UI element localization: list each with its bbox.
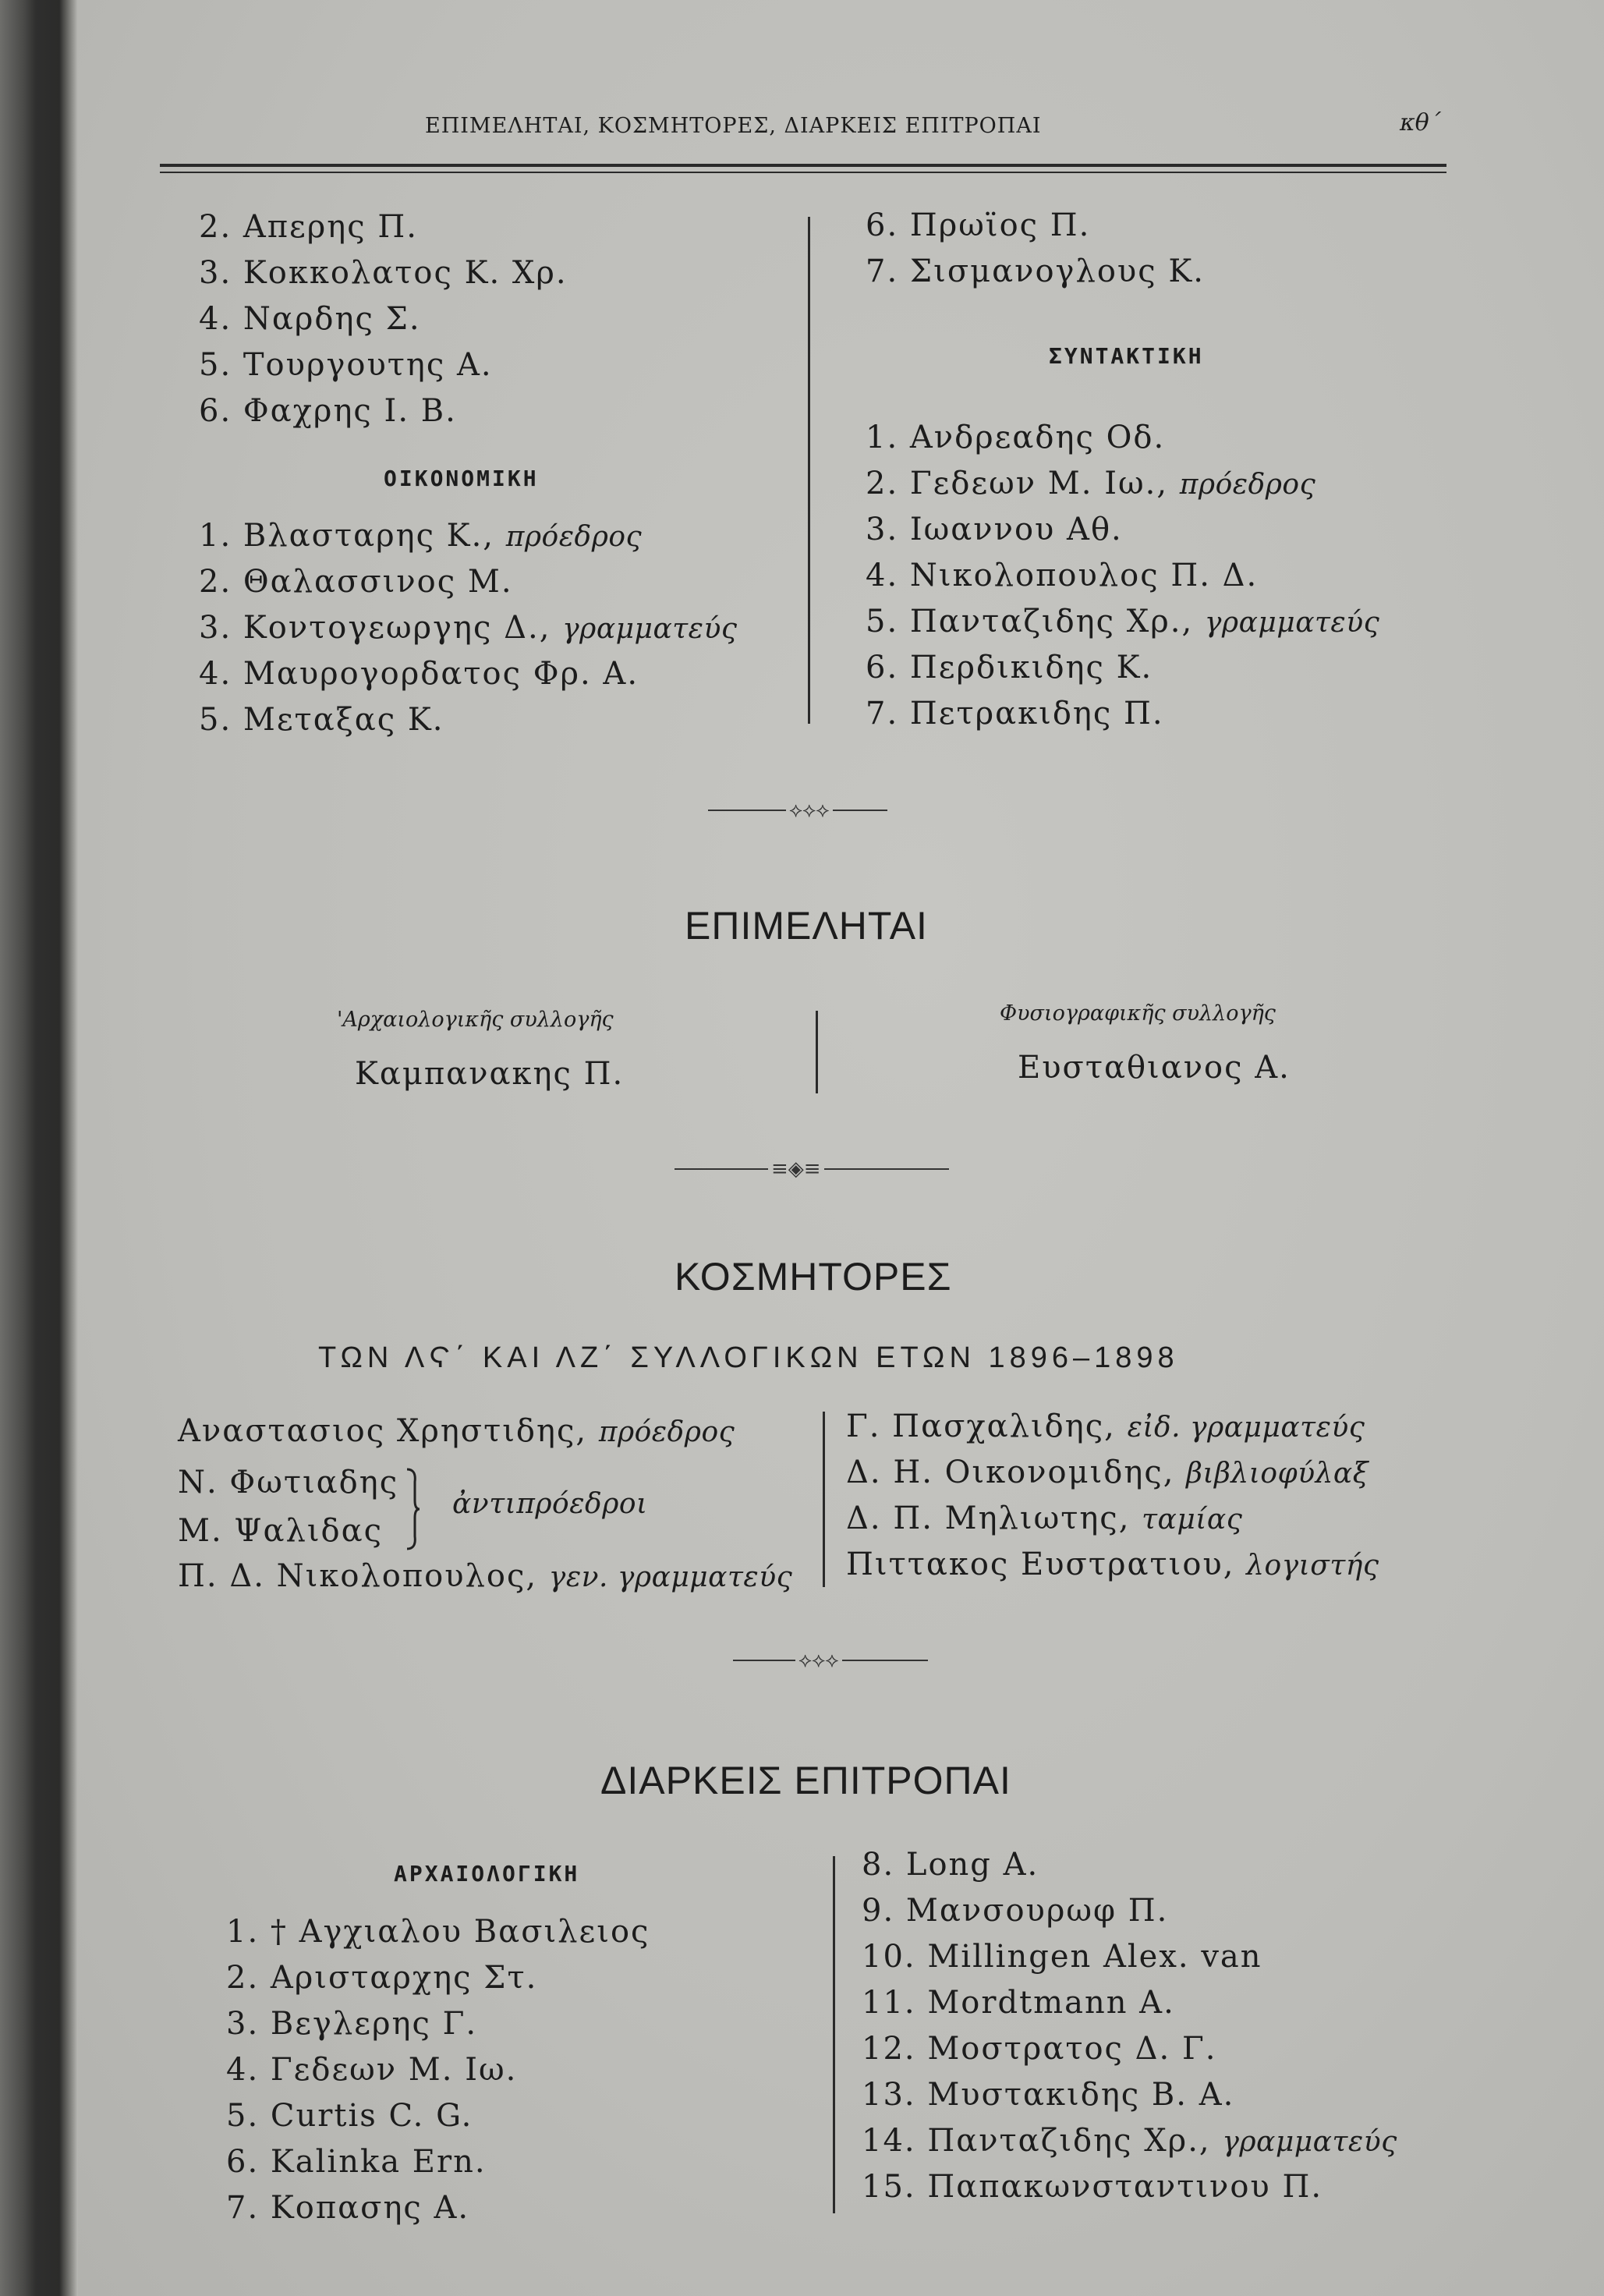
list-item [866,553,1379,599]
ornament-divider: ⟡⟡⟡ [708,800,887,820]
list-item [226,2185,650,2231]
list-item [199,250,568,296]
book-spine-shadow [0,0,78,2296]
list-item [862,1980,1397,2026]
page-number: κθ΄ [1400,109,1441,136]
member-name: 6. Kalinka Ern. [226,2144,487,2180]
list-item [862,2118,1397,2164]
list-item [199,559,738,605]
header-rule-thick [160,164,1446,167]
member-name: 9. Μανσουρωφ Π. [862,1893,1169,1929]
list-item [862,2164,1397,2210]
member-name: 2. Απερης Π. [199,209,418,245]
member-role: γραμματεύς [1222,2126,1397,2158]
list-item [862,2072,1397,2118]
member-name: 8. Long A. [862,1847,1039,1883]
list-item [199,296,568,342]
column-divider [808,217,810,724]
member-name: Δ. Π. Μηλιωτης, [846,1501,1131,1536]
list-item [862,1842,1397,1888]
list-item [199,651,738,697]
member-name: 1. Βλασταρης Κ., [199,518,494,554]
list-item [226,2047,650,2093]
list-item [866,645,1379,691]
ornament-divider: ≡◈≡ [675,1159,949,1179]
brace [404,1466,423,1552]
kosmitores-divider [823,1412,825,1587]
list-item [862,2026,1397,2072]
vice-president-1: Ν. Φωτιαδης [178,1465,399,1501]
member-name: 6. Περδικιδης Κ. [866,650,1153,686]
member-name: 4. Ναρδης Σ. [199,301,421,337]
member-role: εἰδ. γραμματεύς [1127,1412,1365,1444]
member-name: 5. Curtis C. G. [226,2098,473,2134]
list-item [866,599,1379,645]
header-rule-thin [160,172,1446,173]
committee-continued-list [199,204,568,434]
list-item [226,2093,650,2139]
kosmitores-subtitle: ΤΩΝ ΛϚ΄ ΚΑΙ ΛΖ΄ ΣΥΛΛΟΓΙΚΩΝ ΕΤΩΝ 1896–1898 [318,1341,1179,1374]
list-item [199,342,568,388]
member-role: λογιστής [1246,1550,1379,1582]
member-role: ταμίας [1142,1504,1243,1536]
member-name: 15. Παπακωνσταντινου Π. [862,2169,1323,2205]
committee-continued-list-right [866,203,1205,295]
member-name: 13. Μυστακιδης Β. Α. [862,2077,1235,2113]
member-name: 10. Millingen Alex. van [862,1939,1262,1975]
list-item [866,249,1205,295]
archaeological-curator: Καμπανακης Π. [355,1056,625,1092]
syntaktiki-list [866,415,1379,737]
list-item [862,1888,1397,1934]
member-name: 7. Σισμανογλους Κ. [866,253,1205,289]
member-name: Γ. Πασχαλιδης, [846,1408,1116,1444]
general-secretary-name: Π. Δ. Νικολοπουλος, [178,1558,538,1594]
member-name: Δ. Η. Οικονομιδης, [846,1454,1175,1490]
list-item [226,2139,650,2185]
member-name: 2. Αρισταρχης Στ. [226,1960,538,1996]
archaeological-collection-label: 'Αρχαιολογικῆς συλλογῆς [337,1008,614,1032]
list-item [199,388,568,434]
member-name: 12. Μοστρατος Δ. Γ. [862,2031,1217,2067]
list-item [226,2001,650,2047]
president-name: Αναστασιος Χρηστιδης, [178,1413,588,1449]
archaeological-committee-list-left [226,1909,650,2231]
vice-president-2: Μ. Ψαλιδας [178,1513,384,1549]
member-role: πρόεδρος [505,521,643,553]
oikonomiki-list [199,513,738,743]
member-name: 4. Γεδεων Μ. Ιω. [226,2052,518,2088]
president-role: πρόεδρος [598,1416,735,1448]
member-name: 11. Mordtmann A. [862,1985,1175,2021]
oikonomiki-heading: ΟΙΚΟΝΟΜΙΚΗ [384,466,539,491]
member-name: 3. Κοντογεωργης Δ., [199,610,551,646]
list-item [866,415,1379,461]
curator-divider [816,1011,818,1093]
syntaktiki-heading: ΣΥΝΤΑΚΤΙΚΗ [1049,343,1204,369]
list-item [226,1955,650,2001]
member-name: 3. Ιωαννου Αθ. [866,512,1123,547]
member-name: 1. Ανδρεαδης Οδ. [866,420,1166,455]
member-name: 3. Κοκκολατος Κ. Χρ. [199,255,568,291]
member-role: πρόεδρος [1179,469,1316,501]
physiographic-collection-label: Φυσιογραφικῆς συλλογῆς [1000,1001,1276,1026]
member-name: 5. Μεταξας Κ. [199,702,444,738]
list-item [862,1934,1397,1980]
member-role: γραμματεύς [562,613,738,645]
member-name: 6. Πρωϊος Π. [866,207,1091,243]
list-item [846,1404,1379,1450]
archaeological-committee-list-right [862,1842,1397,2210]
list-item [199,697,738,743]
member-name: 1. † Αγχιαλου Βασιλειος [226,1914,650,1950]
member-name: 7. Κοπασης Α. [226,2190,470,2226]
list-item [199,204,568,250]
list-item [846,1542,1379,1588]
list-item [866,691,1379,737]
general-secretary-role: γεν. γραμματεύς [548,1561,793,1593]
section-title-diarkeis: ΔΙΑΡΚΕΙΣ ΕΠΙΤΡΟΠΑΙ [600,1759,1011,1802]
member-name: 5. Τουργουτης Α. [199,347,493,383]
archaeological-committee-heading: ΑΡΧΑΙΟΛΟΓΙΚΗ [394,1861,580,1887]
running-header: ΕΠΙΜΕΛΗΤΑΙ, ΚΟΣΜΗΤΟΡΕΣ, ΔΙΑΡΚΕΙΣ ΕΠΙΤΡΟΠΑΙ [425,114,1042,138]
member-name: 6. Φαχρης Ι. Β. [199,393,457,429]
member-name: 2. Γεδεων Μ. Ιω., [866,466,1169,501]
vice-presidents-role: ἀντιπρόεδροι [452,1488,648,1520]
section-title-kosmitores: ΚΟΣΜΗΤΟΡΕΣ [675,1255,952,1299]
member-name: 4. Νικολοπουλος Π. Δ. [866,558,1259,593]
president-line [178,1413,735,1449]
member-name: 5. Πανταζιδης Χρ., [866,604,1194,640]
kosmitores-right-list [846,1404,1379,1588]
member-name: 3. Βεγλερης Γ. [226,2006,478,2042]
section-title-epimelitai: ΕΠΙΜΕΛΗΤΑΙ [685,904,928,948]
list-item [226,1909,650,1955]
member-name: Πιττακος Ευστρατιου, [846,1547,1235,1582]
list-item [199,513,738,559]
member-role: βιβλιοφύλαξ [1186,1458,1369,1490]
list-item [866,461,1379,507]
member-name: 4. Μαυρογορδατος Φρ. Α. [199,656,639,692]
general-secretary-line [178,1558,792,1594]
physiographic-curator: Ευσταθιανος Α. [1018,1050,1291,1086]
member-name: 7. Πετρακιδης Π. [866,696,1164,732]
list-item [866,203,1205,249]
committee-divider [833,1856,835,2213]
member-name: 2. Θαλασσινος Μ. [199,564,513,600]
member-role: γραμματεύς [1204,607,1380,639]
list-item [866,507,1379,553]
ornament-divider: ⟡⟡⟡ [733,1650,928,1671]
list-item [846,1450,1379,1496]
list-item [199,605,738,651]
member-name: 14. Πανταζιδης Χρ., [862,2123,1211,2159]
list-item [846,1496,1379,1542]
